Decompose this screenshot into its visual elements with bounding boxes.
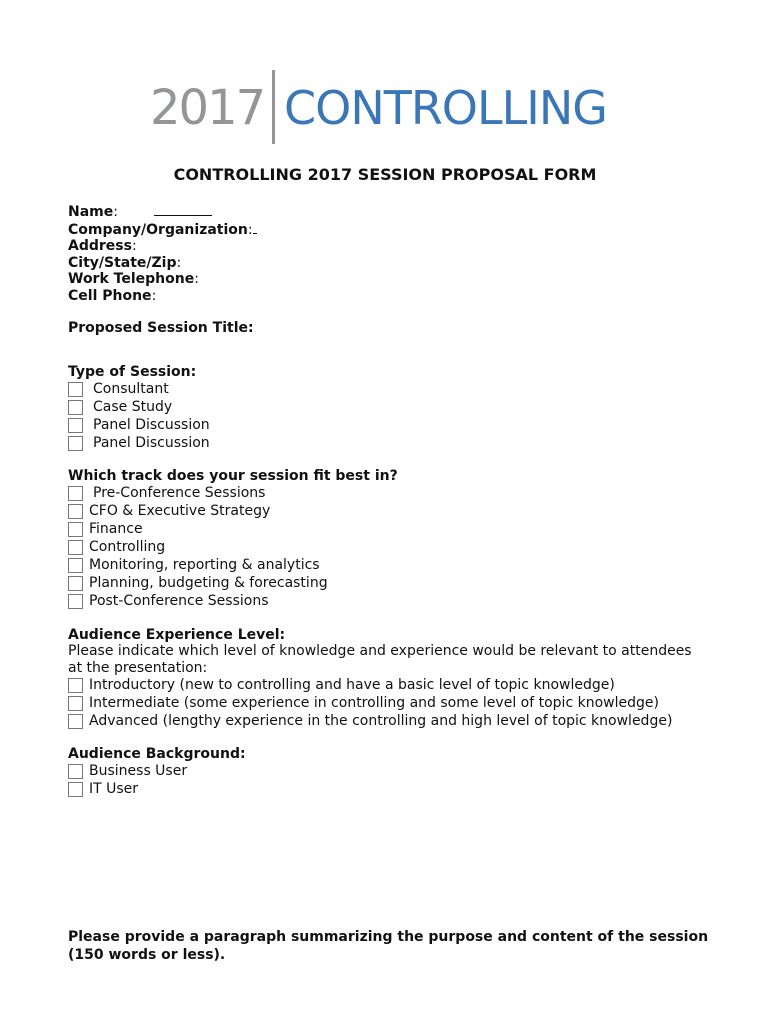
track-option[interactable]: Controlling [68, 539, 728, 557]
logo-word: CONTROLLING [284, 81, 607, 135]
session-type-option[interactable]: Consultant [68, 380, 728, 398]
session-type-option[interactable]: Panel Discussion [68, 434, 728, 452]
name-underline[interactable] [154, 203, 212, 216]
proposed-session-title-label: Proposed Session Title: [68, 320, 254, 336]
experience-option[interactable]: Advanced (lengthy experience in the controlling and high level of topic knowledge) [68, 712, 728, 730]
track-option[interactable]: Planning, budgeting & forecasting [68, 575, 728, 593]
form-body [68, 203, 728, 799]
experience-instruction: Please indicate which level of knowledge and experience would be relevant to attendees at the presentation: [68, 643, 692, 676]
track-option[interactable]: Pre-Conference Sessions [68, 485, 728, 503]
checkbox[interactable] [68, 594, 83, 609]
checkbox[interactable] [68, 540, 83, 555]
work-telephone-field[interactable]: Work Telephone: [68, 271, 199, 287]
city-state-zip-field[interactable]: City/State/Zip: [68, 254, 182, 271]
checkbox[interactable] [68, 696, 83, 711]
checkbox[interactable] [68, 678, 83, 693]
background-option[interactable]: Business User [68, 763, 728, 781]
session-type-option[interactable]: Panel Discussion [68, 416, 728, 434]
checkbox[interactable] [68, 504, 83, 519]
track-heading: Which track does your session fit best in? [68, 468, 398, 484]
event-logo [150, 66, 620, 146]
track-option[interactable]: CFO & Executive Strategy [68, 503, 728, 521]
checkbox[interactable] [68, 522, 83, 537]
experience-heading: Audience Experience Level: [68, 626, 286, 643]
logo-divider [272, 70, 275, 144]
address-field[interactable]: Address: [68, 238, 137, 254]
checkbox[interactable] [68, 558, 83, 573]
checkbox[interactable] [68, 486, 83, 501]
cell-phone-field[interactable]: Cell Phone: [68, 287, 157, 304]
checkbox[interactable] [68, 382, 83, 397]
checkbox[interactable] [68, 576, 83, 591]
experience-option[interactable]: Introductory (new to controlling and have a basic level of topic knowledge) [68, 676, 728, 694]
track-option[interactable]: Post-Conference Sessions [68, 593, 728, 611]
checkbox[interactable] [68, 436, 83, 451]
track-option[interactable]: Monitoring, reporting & analytics [68, 557, 728, 575]
checkbox[interactable] [68, 714, 83, 729]
form-title: CONTROLLING 2017 SESSION PROPOSAL FORM [173, 165, 597, 184]
background-option[interactable]: IT User [68, 781, 728, 799]
checkbox[interactable] [68, 400, 83, 415]
background-heading: Audience Background: [68, 746, 246, 762]
session-type-heading: Type of Session: [68, 363, 197, 380]
company-field[interactable]: Company/Organization: [68, 221, 728, 239]
checkbox[interactable] [68, 418, 83, 433]
checkbox[interactable] [68, 764, 83, 779]
track-option[interactable]: Finance [68, 521, 728, 539]
summary-prompt: Please provide a paragraph summarizing the purpose and content of the session (150 words or less). [68, 929, 709, 963]
company-underline[interactable] [253, 221, 257, 234]
name-field[interactable]: Name: [68, 203, 728, 221]
checkbox[interactable] [68, 782, 83, 797]
logo-year: 2017 [150, 80, 265, 136]
session-type-option[interactable]: Case Study [68, 398, 728, 416]
experience-option[interactable]: Intermediate (some experience in controlling and some level of topic knowledge) [68, 694, 728, 712]
